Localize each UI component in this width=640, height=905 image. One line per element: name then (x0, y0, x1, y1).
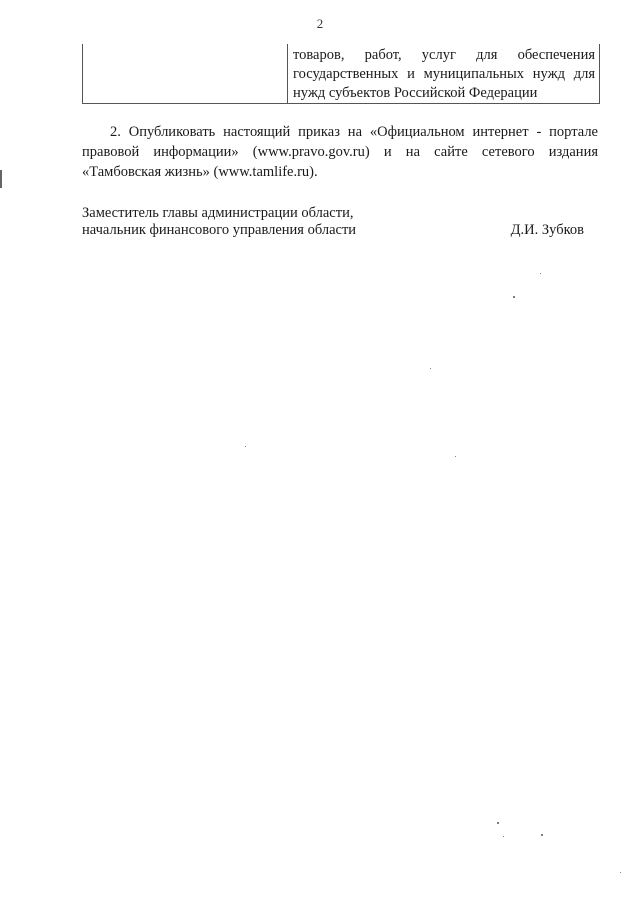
paragraph-line: правовой информации» (www.pravo.gov.ru) и на сайте сетевого издания (82, 144, 598, 160)
paragraph-line: «Тамбовская жизнь» (www.tamlife.ru). (82, 164, 318, 180)
table-cell-right (293, 46, 595, 103)
scan-speck (497, 822, 499, 824)
table-cell-line: государственных и муниципальных нужд для (293, 66, 595, 82)
scan-speck (541, 834, 543, 836)
scan-speck (245, 446, 246, 447)
scan-margin-mark (0, 170, 2, 188)
paragraph-line: 2. Опубликовать настоящий приказ на «Официальном интернет - портале (110, 124, 598, 140)
scan-speck (455, 456, 456, 457)
scan-speck (513, 296, 515, 298)
scan-speck (430, 368, 431, 369)
table-fragment (82, 44, 600, 104)
table-cell-line: товаров, работ, услуг для обеспечения (293, 47, 595, 63)
scan-speck (620, 872, 621, 873)
scan-speck (540, 273, 541, 274)
signer-position-line: начальник финансового управления области (82, 222, 357, 238)
signer-position-line: Заместитель главы администрации области, (82, 205, 354, 221)
scan-speck (503, 836, 504, 837)
signature-block (82, 205, 598, 239)
signer-name: Д.И. Зубков (510, 222, 584, 238)
page-number: 2 (316, 16, 324, 31)
table-cell-line: нужд субъектов Российской Федерации (293, 85, 538, 101)
table-cell-left (83, 44, 287, 103)
publication-paragraph (82, 122, 598, 182)
table-column-divider (287, 44, 288, 103)
